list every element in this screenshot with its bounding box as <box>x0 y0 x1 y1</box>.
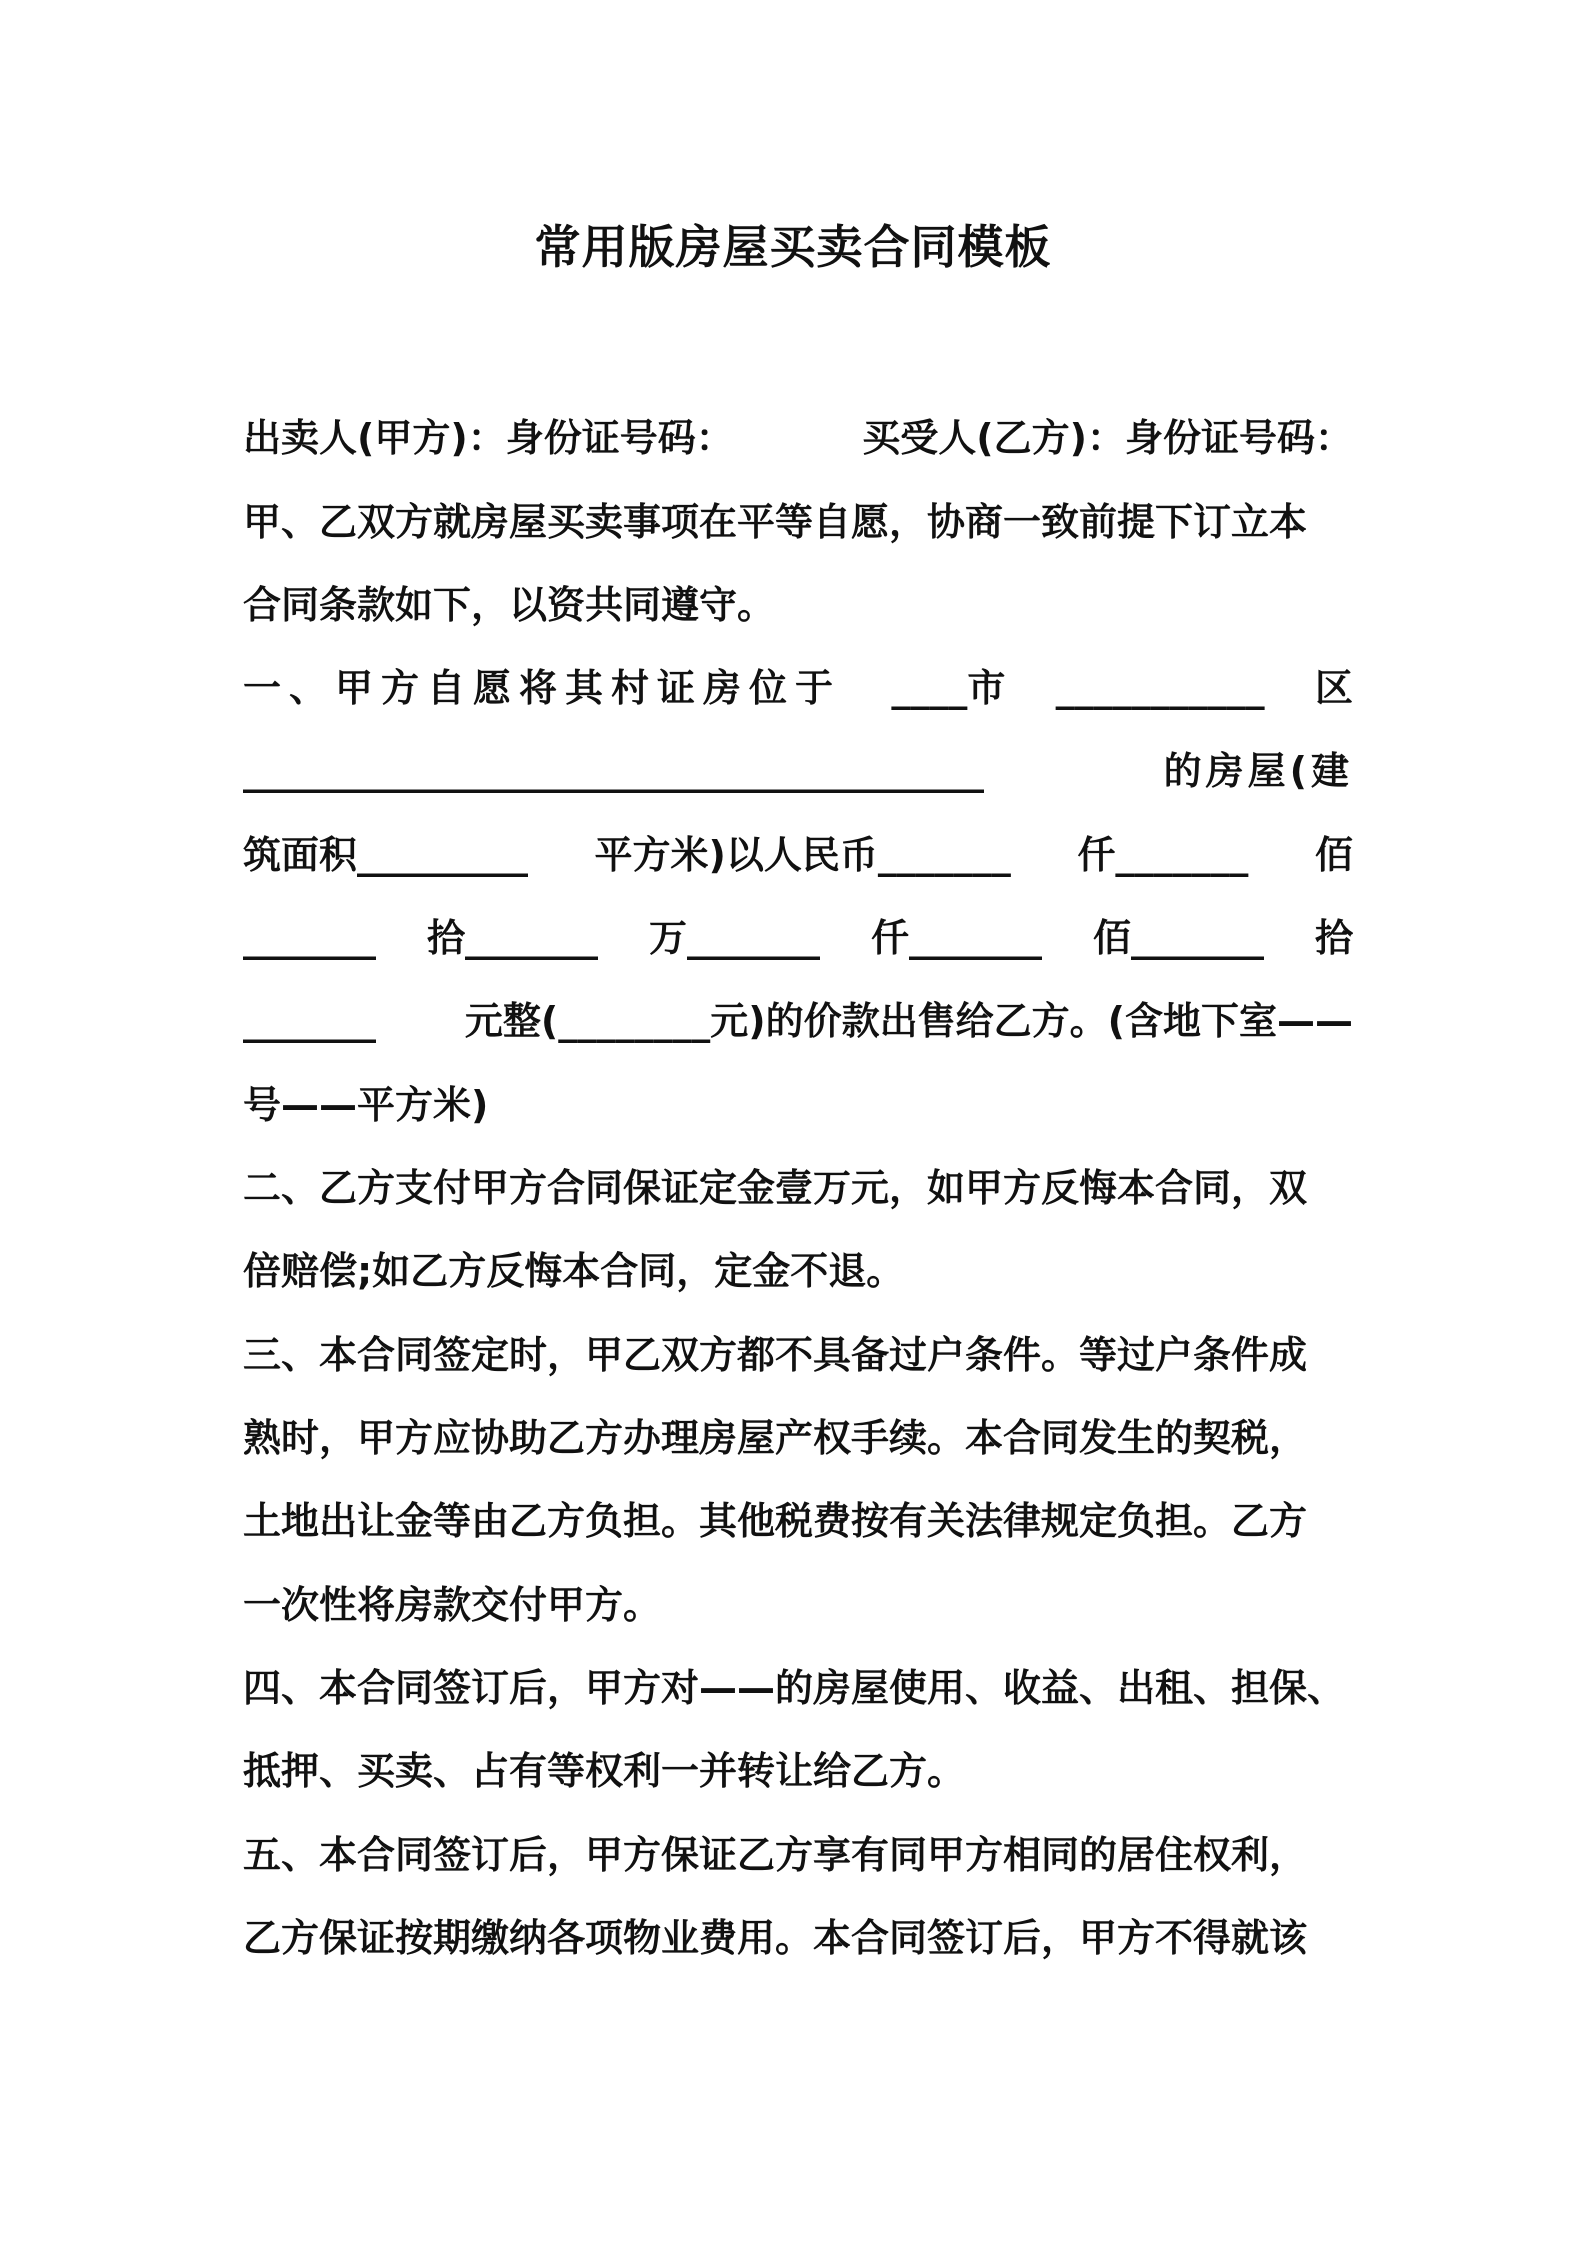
text-segment: 区 <box>1314 666 1353 710</box>
blank-field: _______ <box>243 999 376 1043</box>
text-segment: ____市 <box>891 666 1006 710</box>
text-segment: 倍赔偿;如乙方反悔本合同，定金不退。 <box>243 1249 905 1293</box>
text-segment: 万_______ <box>648 916 820 960</box>
clause-5-line <box>243 1908 1353 1968</box>
clause-2-line <box>243 1241 1353 1301</box>
blank-field: _______ <box>243 916 376 960</box>
document-title: 常用版房屋买卖合同模板 <box>534 220 1052 274</box>
text-segment: 佰 <box>1314 833 1353 877</box>
text-segment: 仟_______ <box>1077 833 1249 877</box>
clause-1-line <box>243 991 1353 1051</box>
clause-3-line <box>243 1575 1353 1635</box>
blank-field: ___________ <box>1055 666 1265 710</box>
text-segment: 二、乙方支付甲方合同保证定金壹万元，如甲方反悔本合同，双 <box>243 1166 1308 1210</box>
text-segment: 五、本合同签订后，甲方保证乙方享有同甲方相同的居住权利， <box>243 1833 1308 1877</box>
text-segment: 合同条款如下，以资共同遵守。 <box>243 583 776 627</box>
text-segment: 乙方保证按期缴纳各项物业费用。本合同签订后，甲方不得就该 <box>243 1916 1308 1960</box>
clause-1-line <box>243 1075 1353 1135</box>
text-segment: 平方米)以人民币_______ <box>594 833 1011 877</box>
text-segment: 一、甲方自愿将其村证房位于 <box>243 666 842 710</box>
clause-1-line <box>243 741 1353 801</box>
text-segment: 一次性将房款交付甲方。 <box>243 1583 662 1627</box>
text-segment: 的房屋(建 <box>1163 749 1353 793</box>
paragraph-line <box>243 575 1353 635</box>
text-segment: 号——平方米) <box>243 1083 489 1127</box>
text-segment: 筑面积_________ <box>243 833 529 877</box>
text-segment: 拾_______ <box>426 916 598 960</box>
buyer-label: 买受人(乙方)：身份证号码： <box>862 416 1353 460</box>
clause-5-line <box>243 1825 1353 1885</box>
text-segment: 元整(________元)的价款出售给乙方。(含地下室—— <box>464 999 1353 1043</box>
blank-field: _______________________________________ <box>243 749 984 793</box>
text-segment: 抵押、买卖、占有等权利一并转让给乙方。 <box>243 1749 966 1793</box>
clause-4-line <box>243 1741 1353 1801</box>
clause-1-line <box>243 908 1353 968</box>
text-segment: 仟_______ <box>870 916 1042 960</box>
text-segment: 拾 <box>1314 916 1353 960</box>
text-segment: 土地出让金等由乙方负担。其他税费按有关法律规定负担。乙方 <box>243 1499 1308 1543</box>
text-segment: 熟时，甲方应协助乙方办理房屋产权手续。本合同发生的契税， <box>243 1416 1308 1460</box>
clause-2-line <box>243 1158 1353 1218</box>
text-segment: 四、本合同签订后，甲方对——的房屋使用、收益、出租、担保、 <box>243 1666 1346 1710</box>
text-segment: 佰_______ <box>1092 916 1264 960</box>
clause-3-line <box>243 1408 1353 1468</box>
clause-1-line <box>243 825 1353 885</box>
clause-3-line <box>243 1325 1353 1385</box>
clause-3-line <box>243 1491 1353 1551</box>
text-segment: 三、本合同签定时，甲乙双方都不具备过户条件。等过户条件成 <box>243 1333 1308 1377</box>
seller-label: 出卖人(甲方)：身份证号码： <box>243 416 734 460</box>
clause-4-line <box>243 1658 1353 1718</box>
clause-1-line <box>243 658 1353 718</box>
text-segment: 甲、乙双方就房屋买卖事项在平等自愿，协商一致前提下订立本 <box>243 500 1308 544</box>
paragraph-line <box>243 492 1353 552</box>
party-info-line <box>243 408 1353 468</box>
